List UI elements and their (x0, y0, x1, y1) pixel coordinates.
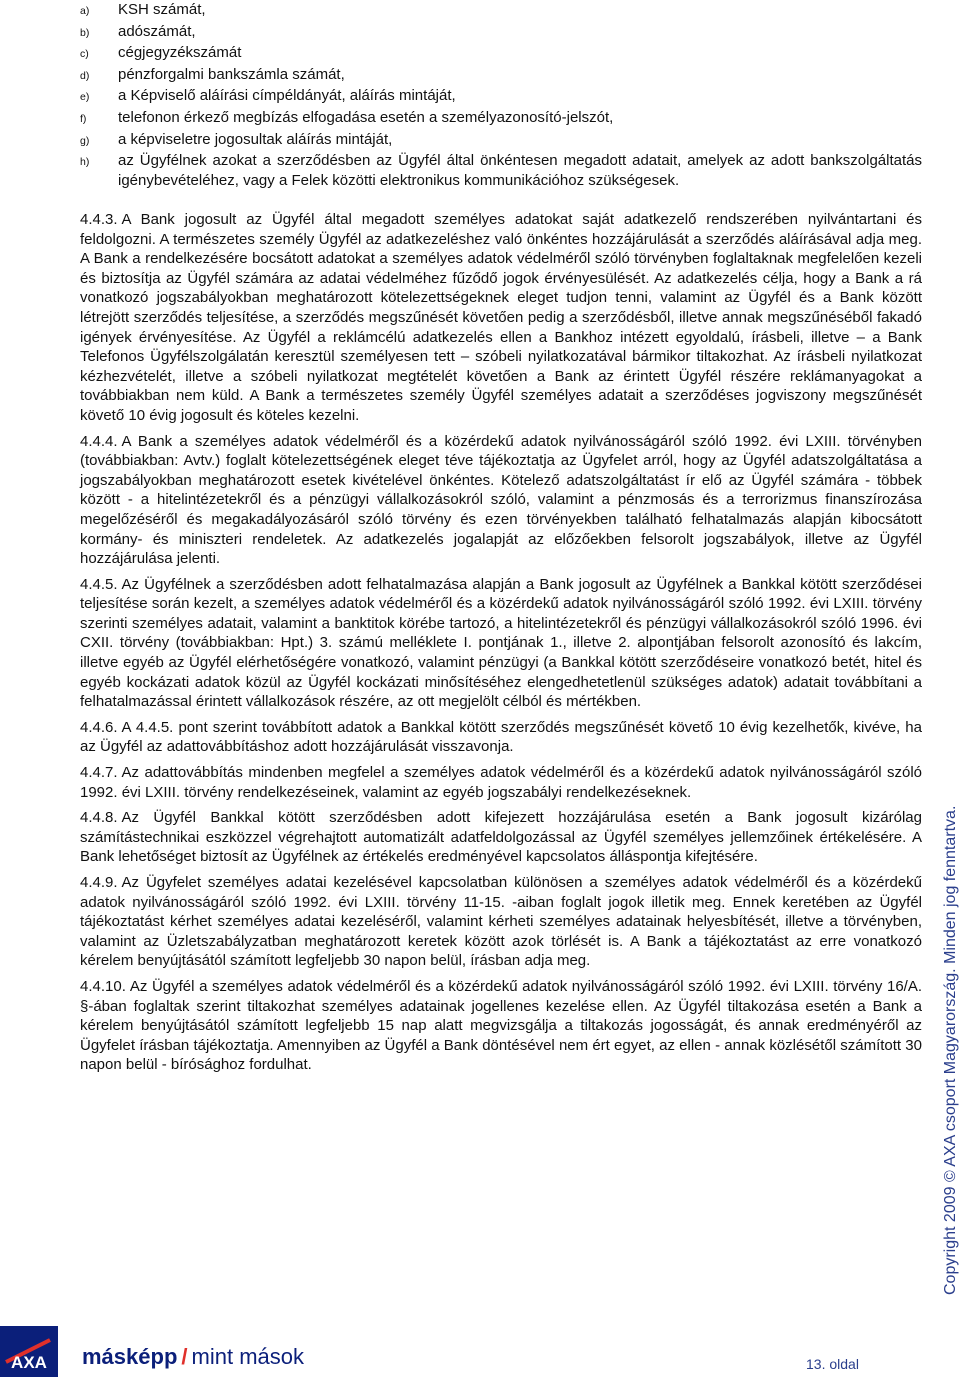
section-paragraph (80, 210, 922, 426)
section-paragraph (80, 763, 922, 802)
section-text: Az Ügyfél a személyes adatok védelméről és a közérdekű adatok nyilvánosságáról szóló 1992. évi LXIII. törvény 16/A. §-ában foglaltak szerint tiltakozhat személyes adatainak jogellenes kezelése ellen. Az Ügyfél tiltakozása esetén a Bank a kérelem benyújtásától számított legfeljebb 15 nap alatt megvizsgálja a tiltakozás jogosságát, és annak eredményéről az Ügyfelet írásban tájékoztatja. Amennyiben az Ügyfél a Bank döntésével nem ért egyet, az ellen - annak közlésétől számított 30 napon belül - bírósághoz fordulhat. (80, 977, 922, 1074)
list-item-text: a képviseletre jogosultak aláírás mintáját, (118, 130, 393, 148)
section-body (80, 808, 922, 867)
list-item-text: pénzforgalmi bankszámla számát, (118, 65, 345, 83)
list-item-label: b) (80, 26, 90, 39)
list-item (80, 22, 922, 44)
list-item (80, 108, 922, 130)
section-paragraph (80, 808, 922, 867)
section-paragraph (80, 718, 922, 757)
list-item-label: e) (80, 91, 90, 104)
section-text: Az adattovábbítás mindenben megfelel a személyes adatok védelméről és a közérdekű adatok nyilvánosságáról szóló 1992. évi LXIII. törvény rendelkezéseinek, valamint az egyéb jogszabályi rendelkezéseknek. (80, 764, 922, 801)
slogan (82, 1344, 304, 1370)
section-text: Az Ügyfél Bankkal kötött szerződésben adott kifejezett hozzájárulása esetén a Bank jogosult kizárólag számítástechnikai eszközzel végrehajtott automatizált adatfeldolgozással az Ügyfél személyes jellemzőinek értékelésére. A Bank lehetőséget biztosít az Ügyfélnek az értékelés eredményével kapcsolatos álláspontja kifejtésére. (80, 809, 922, 866)
section-text: A Bank a személyes adatok védelméről és a közérdekű adatok nyilvánosságáról szóló 1992. évi LXIII. törvényben (továbbiakban: Avtv.) foglalt kötelezettségének eleget téve tájékoztatja az Ügyfelet arról, hogy az Ügyfél adatszolgáltatása a jogszabályokban meghatározott esetek kivételével önkéntes. Kötelező adatszolgáltatást ír elő az Ügyfél számára - többek között - a hitelintézetekről és a pénzügyi vállalkozásokról szóló, valamint a pénzmosás és a terrorizmus finanszírozása megelőzéséről és megakadályozásáról szóló törvény és ezen törvényekben található felhatalmazás alapján kibocsátott kormány- és miniszteri rendeletek. Az adatkezelés jogalapját az előzőekben felsorolt jogszabályok, illetve az Ügyfél hozzájárulása jelenti. (80, 432, 922, 568)
section-body (80, 763, 922, 802)
section-text: A 4.4.5. pont szerint továbbított adatok a Bankkal kötött szerződés megszűnését követő 10 évig kezelhetők, kivéve, ha az Ügyfél az adattovábbításhoz adott hozzájárulását visszavonja. (80, 718, 922, 756)
section-number: 4.4.5. (80, 575, 118, 593)
list-item (80, 86, 922, 108)
section-list (80, 210, 922, 1081)
section-body (80, 977, 922, 1075)
slogan-light: mint mások (191, 1344, 304, 1369)
list-item-label: f) (80, 112, 87, 125)
list-item-label: d) (80, 69, 90, 82)
list-item-text: adószámát, (118, 22, 196, 40)
list-item-text: az Ügyfélnek azokat a szerződésben az Ügyfél által önkéntesen megadott adatait, amelyek az adott bankszolgáltatás igénybevételéhez, vagy a Felek közötti elektronikus kommunikációhoz szükségesek. (118, 152, 922, 189)
section-paragraph (80, 575, 922, 712)
list-item-label: c) (80, 48, 89, 61)
section-body (80, 718, 922, 757)
list-item (80, 0, 922, 22)
section-paragraph (80, 873, 922, 971)
section-text: Az Ügyfélnek a szerződésben adott felhatalmazása alapján a Bank jogosult az Ügyfélnek a Bankkal kötött szerződései teljesítése során kezelt, a személyes adatok védelméről és a közérdekű adatok nyilvánosságáról szóló 1992. évi LXIII. törvény szerinti személyes adatait, valamint a banktitok körébe tartozó, a hitelintézetekről és pénzügyi vállalkozásokról szóló 1996. évi CXII. törvény (továbbiakban: Hpt.) 3. számú melléklete I. pontjának 1., illetve 2. alpontjában felsorolt azonosító és lakcím, illetve egyéb az Ügyfél elérhetőségére vonatkozó, valamint pénzügyi (a Bankkal kötött szerződéseire vonatkozó betét, hitel és egyéb kockázati adatok közül az Ügyfél kockázati minősítéséhez elengedhetetlenül szükséges adatok) adatait továbbítani a felhatalmazással érintett vállalkozások részére, az ott megjelölt célból és mértékben. (80, 575, 922, 711)
copyright-side-note: Copyright 2009 © AXA csoport Magyarország. Minden jog fenntartva. (942, 805, 959, 1295)
section-paragraph (80, 432, 922, 569)
list-item (80, 151, 922, 190)
list-item-label: a) (80, 5, 90, 17)
section-text: Az Ügyfelet személyes adatai kezelésével kapcsolatban különösen a személyes adatok védelméről és a közérdekű adatok nyilvánosságáról szóló 1992. évi LXIII. törvény 11-15. -aiban foglalt jogok illetik meg. Ennek keretében az Ügyfél tájékoztatást kérhet személyes adatai kezeléséről, valamint kérheti személyes adatainak helyesbítését, illetve a törvényben, valamint az Üzletszabályzatban meghatározott keretek között azok törlését is. A Bank a tájékoztatást az erre vonatkozó kérelem benyújtásától számított legfeljebb 30 napon belül, írásban adja meg. (80, 874, 922, 970)
section-number: 4.4.10. (80, 977, 126, 995)
list-item (80, 65, 922, 87)
section-number: 4.4.3. (80, 211, 118, 228)
list-item-text: cégjegyzékszámát (118, 44, 242, 62)
section-number: 4.4.6. (80, 718, 118, 736)
logo-text: AXA (11, 1353, 47, 1372)
list-item (80, 43, 922, 65)
lettered-list (80, 0, 922, 190)
section-number: 4.4.8. (80, 809, 118, 827)
section-number: 4.4.9. (80, 874, 118, 891)
axa-logo (0, 1326, 58, 1377)
slogan-slash: / (181, 1344, 188, 1369)
section-body (80, 575, 922, 712)
list-item (80, 130, 922, 152)
section-body (80, 210, 922, 426)
section-text: A Bank jogosult az Ügyfél által megadott személyes adatokat saját adatkezelő rendszerében nyilvántartani és feldolgozni. A természetes személy Ügyfél az adatkezeléshez való önkéntes hozzájárulását a szerződés aláírásával adja meg. A Bank a rendelkezésére bocsátott adatokat a személyes adatok védelméről szóló törvényben foglaltaknak megfelelően kezeli és biztosítja az Ügyfél számára az adatai védelméhez fűződő jogok érvényesülését. Az adatkezelés célja, hogy a Bank a rá vonatkozó jogszabályokban meghatározott kötelezettségeknek eleget tudjon tenni, valamint az Ügyfél és a Bank között létrejött szerződés teljesítése, a szerződés megszűnését követően pedig a szerződésből, illetve annak megszűnéséből fakadó igények érvényesítése. Az Ügyfél a reklámcélú adatkezelés ellen a Bankhoz intézett egyoldalú, írásbeli, illetve – a Bank Telefonos Ügyfélszolgálatán keresztül személyesen tett – szóbeli nyilatkozatával bármikor tiltakozhat. Az írásbeli nyilatkozat kézhezvételét, illetve a szóbeli nyilatkozat megtételét követően a Bank az érintett Ügyfél részére reklámanyagokat a továbbiakban nem küld. A Bank a természetes személy Ügyfél személyes adatait a szerződéses jogviszony megszűnését követő 10 évig jogosult és köteles kezelni. (80, 211, 922, 424)
page-footer (0, 1320, 960, 1377)
page-number: 13. oldal (806, 1356, 859, 1372)
section-number: 4.4.7. (80, 764, 118, 782)
list-item-label: h) (80, 156, 90, 169)
section-number: 4.4.4. (80, 432, 118, 450)
section-body (80, 432, 922, 569)
list-item-text: KSH számát, (118, 1, 206, 18)
section-paragraph (80, 977, 922, 1075)
list-item-text: telefonon érkező megbízás elfogadása esetén a személyazonosító-jelszót, (118, 108, 614, 126)
list-item-label: g) (80, 134, 90, 147)
section-body (80, 873, 922, 971)
slogan-bold: másképp (82, 1344, 178, 1369)
list-item-text: a Képviselő aláírási címpéldányát, aláírás mintáját, (118, 87, 456, 105)
